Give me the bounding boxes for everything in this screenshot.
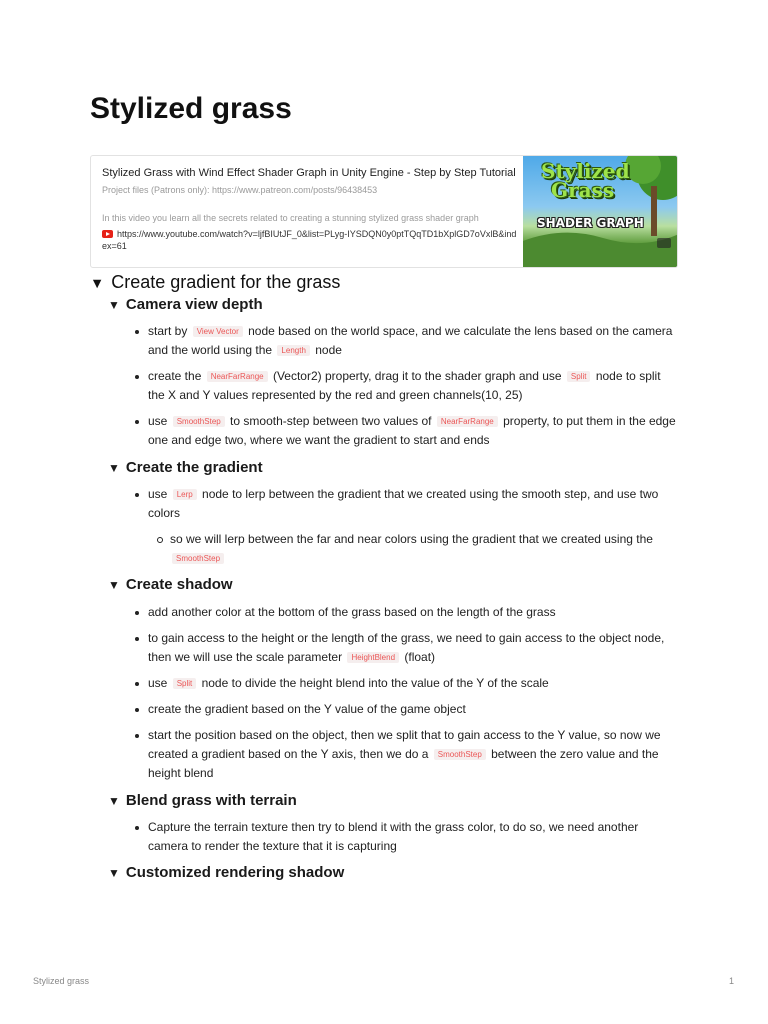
toggle-triangle-icon[interactable]: ▼ [108,578,120,592]
inline-code: HeightBlend [347,652,399,663]
heading-text: Create gradient for the grass [111,272,341,292]
list-item: use SmoothStep to smooth-step between two values of NearFarRange property, to put them in the edge one and edge two, where we want the gradient to start and ends [148,412,676,450]
list-item: add another color at the bottom of the grass based on the length of the grass [148,603,676,622]
bookmark-description: In this video you learn all the secrets related to creating a stunning stylized grass shader graph [102,213,479,223]
footer-title: Stylized grass [33,976,90,986]
inline-code: NearFarRange [437,416,498,427]
heading-text: Create shadow [125,576,233,593]
thumbnail-logo: Stylized Grass [541,159,630,202]
toggle-triangle-icon[interactable]: ▼ [108,461,120,475]
list-item: use Lerp node to lerp between the gradient that we created using the smooth step, and use two colors [148,485,676,523]
sub-list-item: so we will lerp between the far and near colors using the gradient that we created using the SmoothStep [170,530,676,568]
video-thumbnail[interactable] [523,156,678,268]
bookmark-url[interactable] [102,228,520,252]
page-title: Stylized grass [90,92,292,125]
toggle-heading-create-shadow[interactable] [108,576,233,593]
inline-code: Lerp [173,489,197,500]
heading-text: Customized rendering shadow [125,864,345,881]
list-item: start by View Vector node based on the world space, and we calculate the lens based on the camera and the world using the Length node [148,322,676,360]
list-item: to gain access to the height or the length of the grass, we need to gain access to the object node, then we will use the scale parameter HeightBlend (float) [148,629,676,667]
page-number: 1 [729,976,735,986]
toggle-heading-create-gradient[interactable] [90,272,340,293]
inline-code: SmoothStep [172,553,224,564]
list-item: create the NearFarRange (Vector2) property, drag it to the shader graph and use Split node to split the X and Y values represented by the red and green channels(10, 25) [148,367,676,405]
toggle-heading-create-the-gradient[interactable] [108,459,263,476]
list-item: use Split node to divide the height blend into the value of the Y of the scale [148,674,676,693]
inline-code: NearFarRange [207,371,268,382]
thumbnail-banner: SHADER GRAPH [537,216,644,230]
youtube-icon [102,230,113,238]
toggle-heading-customized-rendering-shadow[interactable] [108,864,344,881]
inline-code: SmoothStep [434,749,486,760]
toggle-triangle-icon[interactable]: ▼ [108,794,120,808]
toggle-heading-blend-grass-terrain[interactable] [108,792,297,809]
heading-text: Blend grass with terrain [125,792,297,809]
toggle-triangle-icon[interactable]: ▼ [90,276,105,292]
inline-code: View Vector [193,326,243,337]
bookmark-text [102,166,520,252]
heading-text: Camera view depth [125,296,263,313]
heading-text: Create the gradient [125,459,263,476]
bookmark-meta: Project files (Patrons only): https://www.patreon.com/posts/96438453 [102,185,378,195]
toggle-triangle-icon[interactable]: ▼ [108,298,120,312]
inline-code: Length [277,345,309,356]
inline-code: Split [173,678,197,689]
list-item: Capture the terrain texture then try to blend it with the grass color, to do so, we need another camera to render the texture that it is capturing [148,818,676,856]
toggle-triangle-icon[interactable]: ▼ [108,866,120,880]
list-item: start the position based on the object, then we split that to gain access to the Y value, so now we created a gradient based on the Y axis, then we do a SmoothStep between the zero value and the height blend [148,726,676,783]
bookmark-title[interactable]: Stylized Grass with Wind Effect Shader Graph in Unity Engine - Step by Step Tutorial [102,167,516,179]
bookmark-url-text[interactable]: https://www.youtube.com/watch?v=ljfBIUtJF_0&list=PLyg-IYSDQN0y0ptTQqTD1bXplGD7oVxlB&index=61 [102,229,517,251]
video-bookmark[interactable] [90,155,678,268]
inline-code: Split [567,371,591,382]
list-item: create the gradient based on the Y value of the game object [148,700,676,719]
inline-code: SmoothStep [173,416,225,427]
toggle-heading-camera-view-depth[interactable] [108,296,263,313]
